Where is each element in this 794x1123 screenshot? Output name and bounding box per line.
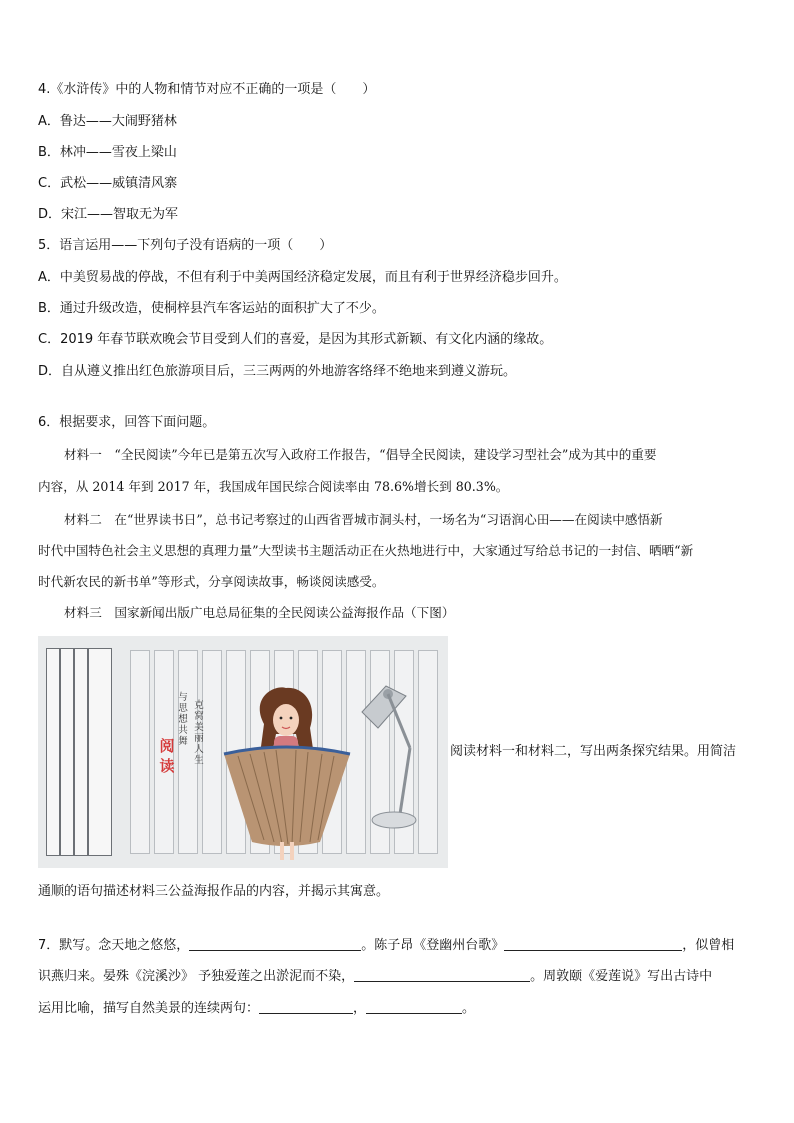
material-three: 材料三 国家新闻出版广电总局征集的全民阅读公益海报作品（下图） bbox=[64, 605, 455, 620]
q7-line2 bbox=[38, 967, 712, 986]
q4-option-b: B．林冲——雪夜上梁山 bbox=[38, 145, 177, 160]
q5-option-c: C．2019 年春节联欢晚会节目受到人们的喜爱，是因为其形式新颖、有文化内涵的缘故。 bbox=[38, 332, 553, 347]
q4-option-c: C．武松——威镇清风寨 bbox=[38, 176, 178, 191]
q7-line3 bbox=[38, 999, 475, 1018]
q6-stem: 6．根据要求，回答下面问题。 bbox=[38, 415, 216, 430]
answer-blank[interactable] bbox=[366, 999, 462, 1014]
reading-poster-image bbox=[38, 636, 448, 868]
q4-stem: 4.《水浒传》中的人物和情节对应不正确的一项是（ ） bbox=[38, 82, 376, 97]
q7-line1-part-b: 。陈子昂《登幽州台歌》 bbox=[361, 938, 505, 953]
answer-blank[interactable] bbox=[504, 936, 682, 951]
q7-line2-part-a: 识燕归来。晏殊《浣溪沙》 予独爱莲之出淤泥而不染， bbox=[38, 969, 355, 984]
q7-line3-part-c: 。 bbox=[462, 1001, 476, 1016]
q5-option-d: D．自从遵义推出红色旅游项目后，三三两两的外地游客络绎不绝地来到遵义游玩。 bbox=[38, 364, 517, 379]
q5-stem: 5．语言运用——下列句子没有语病的一项（ ） bbox=[38, 238, 333, 253]
girl-reading-illustration bbox=[38, 636, 448, 868]
answer-blank[interactable] bbox=[259, 999, 353, 1014]
q7-line1 bbox=[38, 936, 734, 955]
material-one-line2: 内容，从 2014 年到 2017 年，我国成年国民综合阅读率由 78.6%增长到 80.3%。 bbox=[38, 479, 509, 494]
material-one-line1: 材料一 “全民阅读”今年已是第五次写入政府工作报告，“倡导全民阅读，建设学习型社会”成为其中的重要 bbox=[64, 447, 657, 462]
q5-option-a: A．中美贸易战的停战，不但有利于中美两国经济稳定发展，而且有利于世界经济稳步回升。 bbox=[38, 270, 567, 285]
poster-title: 阅读 bbox=[159, 737, 175, 775]
q4-option-a: A．鲁达——大闹野猪林 bbox=[38, 114, 177, 129]
q7-line2-part-b: 。周敦颐《爱莲说》写出古诗中 bbox=[530, 969, 713, 984]
q7-line3-part-a: 运用比喻，描写自然美景的连续两句： bbox=[38, 1001, 260, 1016]
q7-line1-part-c: ，似曾相 bbox=[682, 938, 735, 953]
poster-slogan-col1: 与思想共舞 bbox=[178, 692, 188, 747]
q6-task-text: 阅读材料一和材料二，写出两条探究结果。用简洁 bbox=[450, 744, 737, 759]
q5-option-b: B．通过升级改造，使桐梓县汽车客运站的面积扩大了不少。 bbox=[38, 301, 385, 316]
material-two-line2: 时代中国特色社会主义思想的真理力量”大型读书主题活动正在火热地进行中，大家通过写给总书记的一封信、晒晒“新 bbox=[38, 543, 694, 558]
q7-line3-part-b: ， bbox=[353, 1001, 367, 1016]
q4-option-d: D．宋江——智取无为军 bbox=[38, 207, 179, 222]
q7-line1-part-a: 7．默写。念天地之悠悠， bbox=[38, 938, 190, 953]
answer-blank[interactable] bbox=[354, 967, 530, 982]
poster-slogan-col2: 克窝美丽人生 bbox=[194, 700, 204, 766]
answer-blank[interactable] bbox=[189, 936, 361, 951]
material-two-line3: 时代新农民的新书单”等形式，分享阅读故事，畅谈阅读感受。 bbox=[38, 574, 385, 589]
material-two-line1: 材料二 在“世界读书日”，总书记考察过的山西省晋城市洞头村，一场名为“习语润心田——在阅读中感悟新 bbox=[64, 512, 663, 527]
q6-task-text-continued: 通顺的语句描述材料三公益海报作品的内容，并揭示其寓意。 bbox=[38, 884, 390, 899]
